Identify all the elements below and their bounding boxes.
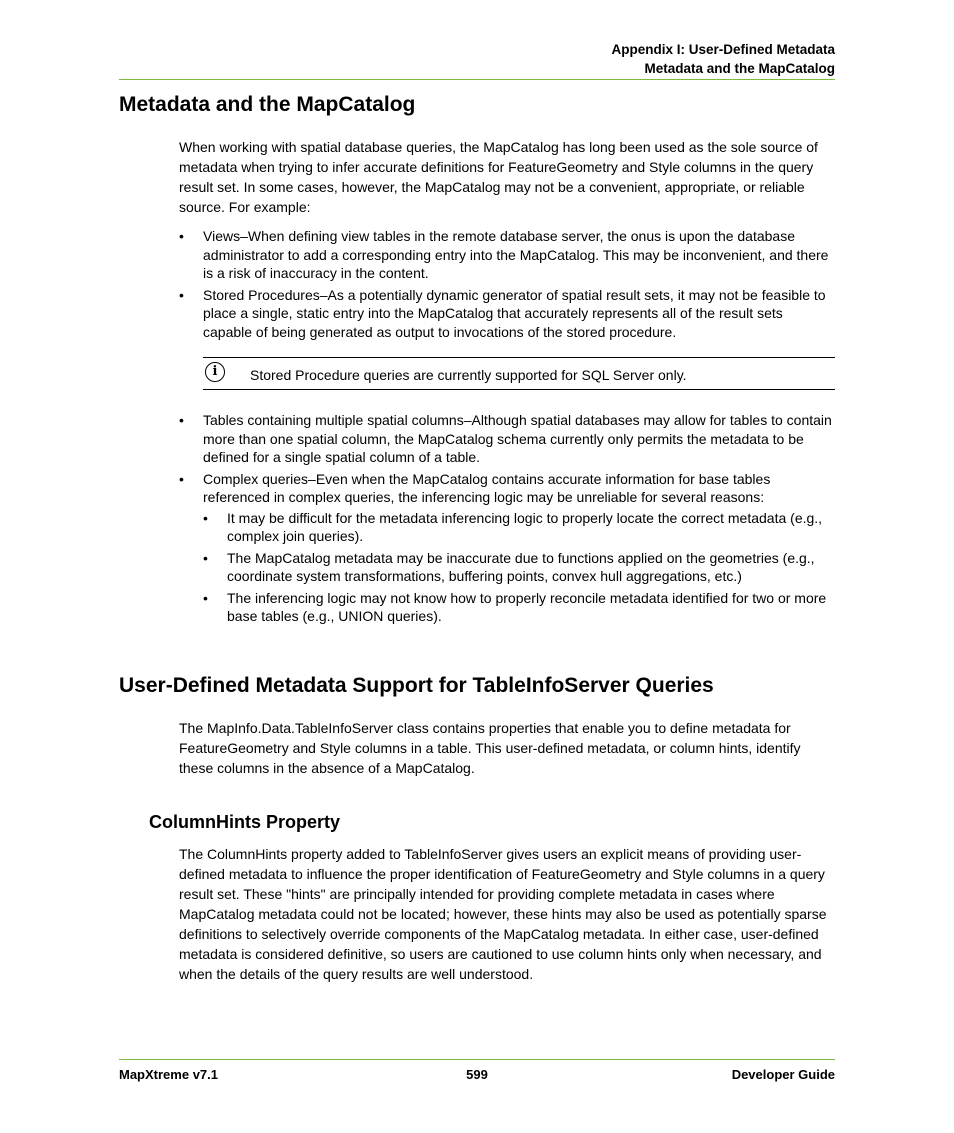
footer-rule [119,1059,835,1060]
list-item: • It may be difficult for the metadata inferencing logic to properly locate the correct metadata (e.g., complex join queries). [203,509,835,546]
running-header [119,40,835,78]
section2-paragraph: The MapInfo.Data.TableInfoServer class contains properties that enable you to define metadata for FeatureGeometry and Style columns in a table. This user-defined metadata, or column hints, identify these columns in the absence of a MapCatalog. [179,720,801,776]
header-section: Metadata and the MapCatalog [644,61,835,76]
note-text: Stored Procedure queries are currently supported for SQL Server only. [250,367,687,383]
header-rule [119,79,835,80]
header-chapter: Appendix I: User-Defined Metadata [611,42,835,57]
list-item: • The inferencing logic may not know how to properly reconcile metadata identified for two or more base tables (e.g., UNION queries). [203,589,835,626]
intro-paragraph: When working with spatial database queries, the MapCatalog has long been used as the sole source of metadata when trying to infer accurate definitions for FeatureGeometry and Style columns in the query result set. In some cases, however, the MapCatalog may not be a convenient, appropriate, or reliable source. For example: [179,139,818,215]
info-icon: i [205,362,225,382]
subsection-title-columnhints: ColumnHints Property [149,812,341,832]
bullet-list-1 [179,227,835,344]
list-item-text: Complex queries–Even when the MapCatalog contains accurate information for base tables referenced in complex queries, the inferencing logic may be unreliable for several reasons: [203,470,771,505]
sub-bullet-list [203,509,835,626]
bullet-list-2 [179,411,835,629]
list-item: • Stored Procedures–As a potentially dynamic generator of spatial result sets, it may not be feasible to place a single, static entry into the MapCatalog that accurately represents all of the result sets capable of being generated as output to invocations of the stored procedure. [179,286,835,342]
list-item: • Views–When defining view tables in the remote database server, the onus is upon the database administrator to add a corresponding entry into the MapCatalog. This may be inconvenient, and there is a risk of inaccuracy in the content. [179,227,835,283]
page-number: 599 [466,1067,488,1082]
section-title-metadata-mapcatalog: Metadata and the MapCatalog [119,93,416,116]
columnhints-paragraph: The ColumnHints property added to TableInfoServer gives users an explicit means of providing user-defined metadata to influence the proper identification of FeatureGeometry and Style columns in a query result set. These "hints" are principally intended for providing complete metadata in cases where MapCatalog metadata could not be located; however, these hints may also be used as potentially sparse definitions to selectively override components of the MapCatalog metadata. In either case, user-defined metadata is considered definitive, so users are cautioned to use column hints only when necessary, and when the details of the query results are well understood. [179,846,827,982]
footer-product: MapXtreme v7.1 [119,1067,218,1082]
list-item [179,470,835,626]
list-item: • The MapCatalog metadata may be inaccurate due to functions applied on the geometries (e.g., coordinate system transformations, buffering points, convex hull aggregations, etc.) [203,549,835,586]
footer-guide: Developer Guide [731,1067,835,1082]
note-box [203,357,835,390]
section-title-user-defined-metadata: User-Defined Metadata Support for TableInfoServer Queries [119,674,714,697]
list-item: • Tables containing multiple spatial columns–Although spatial databases may allow for tables to contain more than one spatial column, the MapCatalog schema currently only permits the metadata to be defined for a single spatial column of a table. [179,411,835,467]
